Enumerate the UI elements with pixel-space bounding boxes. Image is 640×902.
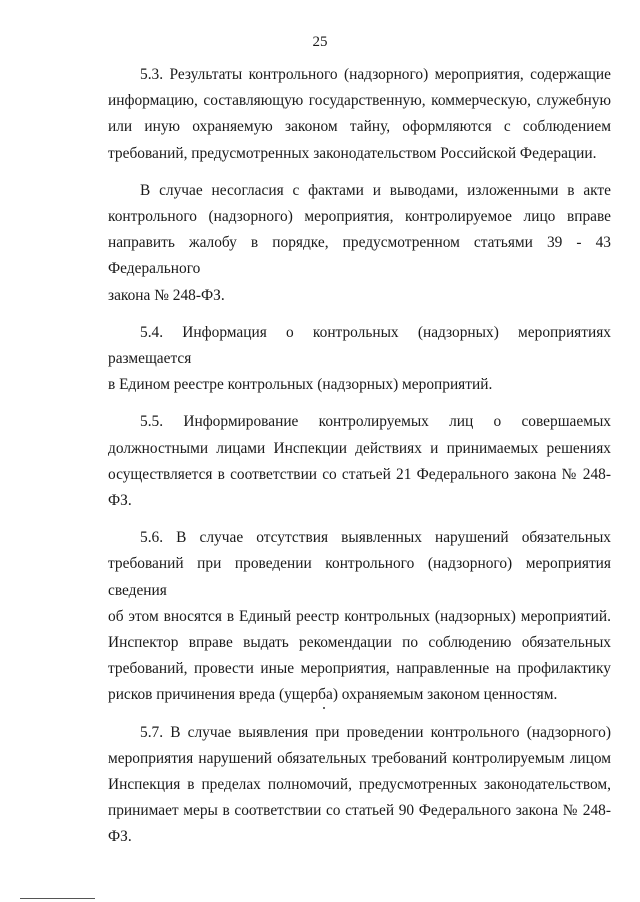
text-line: требований, предусмотренных законодательством Российской Федерации. <box>108 144 597 162</box>
text-line: требований, провести иные мероприятия, направленные на профилактику <box>108 660 611 678</box>
paragraph-5-7 <box>108 720 611 851</box>
text-line: 5.3. Результаты контрольного (надзорного) мероприятия, содержащие <box>140 66 611 83</box>
paragraph-5-3 <box>108 62 611 167</box>
paragraph-disagreement <box>108 178 611 309</box>
paragraph-5-4 <box>108 320 611 399</box>
text-line: принимает меры в соответствии со статьей 90 Федерального закона № 248-ФЗ. <box>108 802 611 846</box>
text-line: контрольного (надзорного) мероприятия, контролируемое лицо вправе <box>108 208 611 226</box>
text-line: рисков причинения вреда (ущерба) охраняемым законом ценностям. <box>108 686 558 704</box>
text-line: в Едином реестре контрольных (надзорных) мероприятий. <box>108 376 493 394</box>
text-line: 5.6. В случае отсутствия выявленных нарушений обязательных <box>140 529 611 547</box>
text-line: информацию, составляющую государственную, коммерческую, служебную <box>108 92 611 110</box>
text-line: 5.5. Информирование контролируемых лиц о совершаемых <box>140 413 611 431</box>
text-line: закона № 248-ФЗ. <box>108 286 225 304</box>
paragraph-5-5 <box>108 409 611 514</box>
text-line: 5.7. В случае выявления при проведении контрольного (надзорного) <box>140 723 611 741</box>
paragraph-5-6 <box>108 525 611 708</box>
text-line: должностными лицами Инспекции действиях и принимаемых решениях <box>108 439 611 457</box>
stray-dot <box>323 707 325 709</box>
text-line: Инспектор вправе выдать рекомендации по соблюдению обязательных <box>108 634 611 652</box>
text-line: осуществляется в соответствии со статьей 21 Федерального закона № 248-ФЗ. <box>108 465 611 510</box>
page-number: 25 <box>312 34 328 50</box>
text-line: мероприятия нарушений обязательных требований контролируемым лицом <box>108 749 611 767</box>
text-line: об этом вносятся в Единый реестр контрольных (надзорных) мероприятий. <box>108 607 611 625</box>
text-line: В случае несогласия с фактами и выводами, изложенными в акте <box>140 181 611 199</box>
text-line: направить жалобу в порядке, предусмотренном статьями 39 - 43 Федерального <box>108 234 611 278</box>
text-line: или иную охраняемую законом тайну, оформляются с соблюдением <box>108 118 611 136</box>
document-body <box>108 62 611 862</box>
text-line: Инспекция в пределах полномочий, предусмотренных законодательством, <box>108 776 611 794</box>
text-line: 5.4. Информация о контрольных (надзорных) мероприятиях размещается <box>108 323 611 368</box>
footer-rule <box>20 898 95 899</box>
text-line: требований при проведении контрольного (надзорного) мероприятия сведения <box>108 555 611 599</box>
